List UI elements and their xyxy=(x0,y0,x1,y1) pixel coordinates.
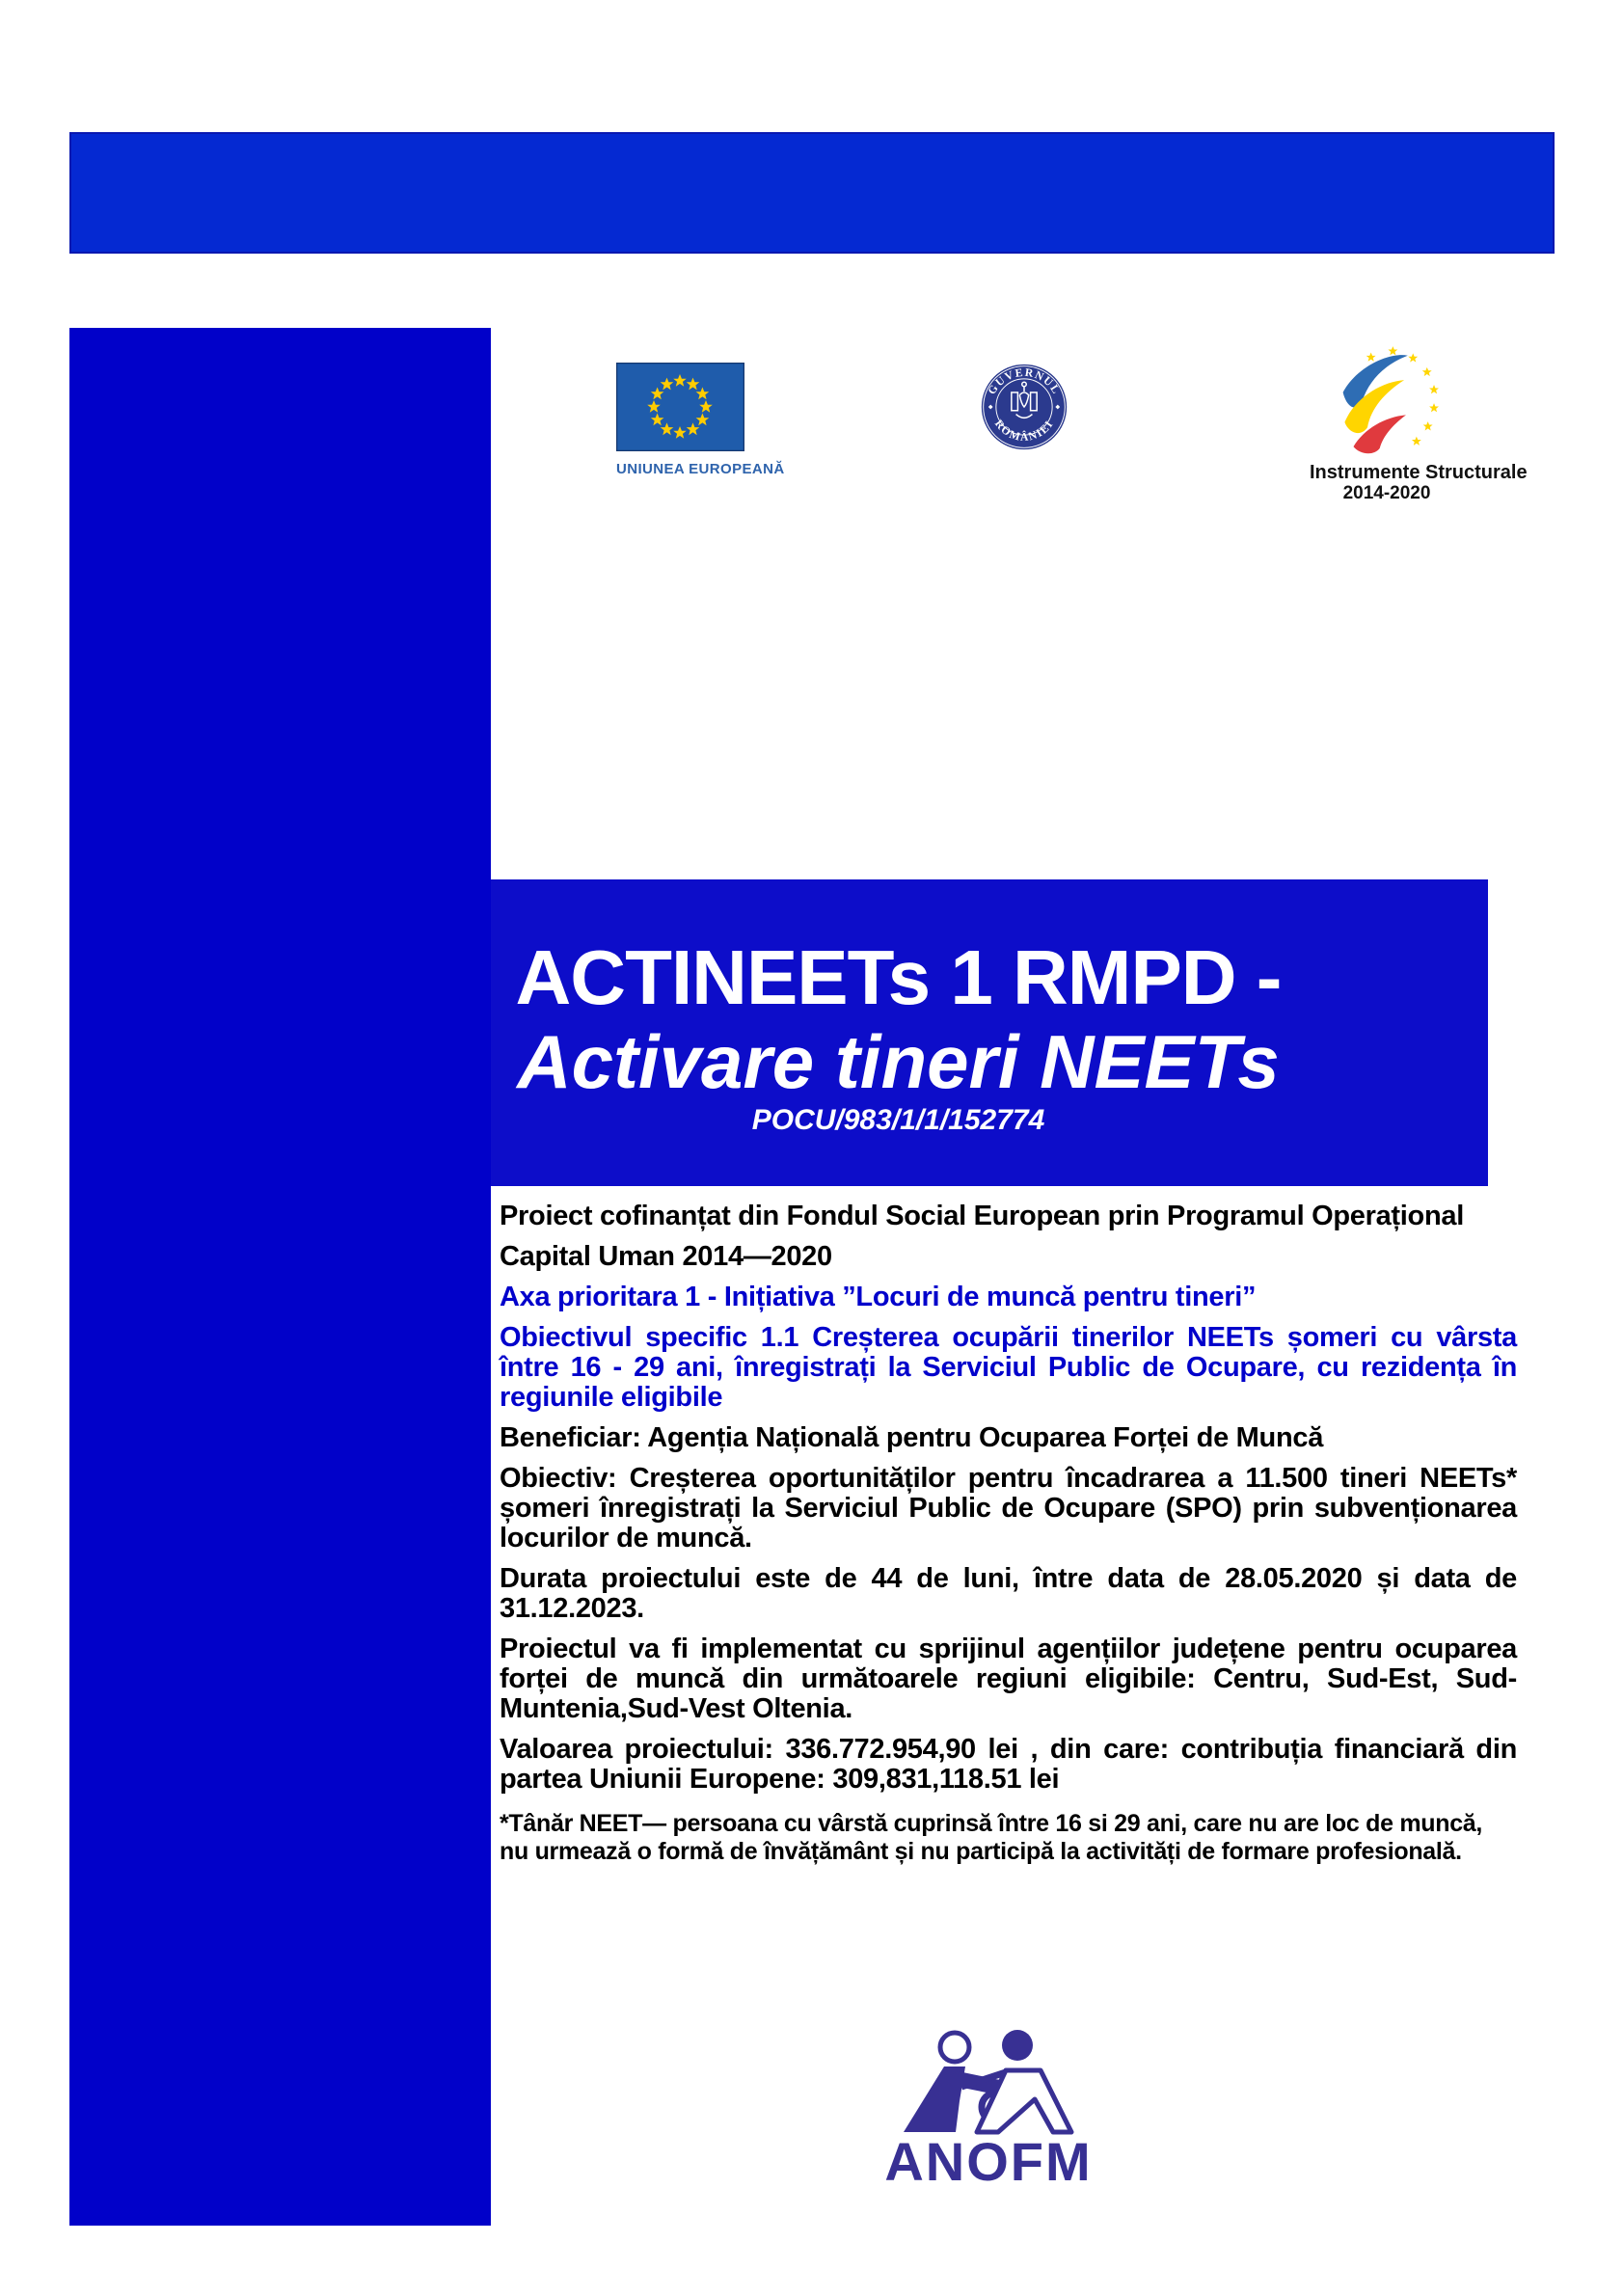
para-axa-prioritara: Axa prioritara 1 - Inițiativa ”Locuri de muncă pentru tineri” xyxy=(500,1282,1257,1312)
project-title-line1: ACTINEETs 1 RMPD - xyxy=(515,934,1282,1020)
project-code: POCU/983/1/1/152774 xyxy=(751,1104,1045,1136)
project-title-box xyxy=(491,879,1488,1186)
footnote-neet-definition: *Tânăr NEET— persoana cu vârstă cuprinsă între 16 si 29 ani, care nu are loc de muncă, nu urmează o formă de învățământ și nu participă la activități de formare profesională. xyxy=(500,1810,1483,1865)
para-beneficiar: Beneficiar: Agenția Națională pentru Ocuparea Forței de Muncă xyxy=(500,1422,1324,1453)
left-blue-band xyxy=(69,328,491,2226)
instrumente-structurale-logo xyxy=(1310,343,1528,503)
eu-logo xyxy=(616,363,785,477)
project-title-line2: Activare tineri NEETs xyxy=(517,1019,1280,1104)
gov-romania-seal xyxy=(979,361,1069,453)
para-obiectiv: Obiectiv: Creșterea oportunităților pentru încadrarea a 11.500 tineri NEETs* șomeri înregistrați la Serviciul Public de Ocupare (SPO) prin subvenționarea locurilor de muncă. xyxy=(500,1463,1517,1553)
instrumente-structurale-icon xyxy=(1310,343,1464,457)
anofm-figures-icon xyxy=(863,2018,1114,2192)
para-implementare: Proiectul va fi implementat cu sprijinul agențiilor județene pentru ocuparea forței de muncă din următoarele regiuni eligibile: Centru, Sud-Est, Sud-Muntenia,Sud-Vest Oltenia. xyxy=(500,1634,1517,1724)
anofm-label: ANOFM xyxy=(884,2131,1093,2192)
para-obiectiv-specific: Obiectivul specific 1.1 Creșterea ocupării tinerilor NEETs șomeri cu vârsta între 16 - 29 ani, înregistrați la Serviciul Public de Ocupare, cu rezidența în regiunile eligibile xyxy=(500,1322,1517,1413)
para-program: Capital Uman 2014—2020 xyxy=(500,1241,832,1272)
anofm-logo xyxy=(863,2018,1114,2192)
top-banner-bar xyxy=(69,132,1555,254)
para-cofinantare: Proiect cofinanțat din Fondul Social European prin Programul Operațional xyxy=(500,1201,1464,1231)
project-description xyxy=(500,1202,1517,1877)
gov-seal-icon xyxy=(979,361,1069,453)
eu-logo-label: UNIUNEA EUROPEANĂ xyxy=(616,461,785,477)
para-durata: Durata proiectului este de 44 de luni, între data de 28.05.2020 și data de 31.12.2023. xyxy=(500,1563,1517,1624)
para-valoare: Valoarea proiectului: 336.772.954,90 lei , din care: contribuția financiară din partea Uniunii Europene: 309,831,118.51 lei xyxy=(500,1734,1517,1795)
instrumente-structurale-label: Instrumente Structurale xyxy=(1310,462,1528,483)
eu-flag-icon xyxy=(616,363,744,451)
project-title-block xyxy=(491,933,1306,1140)
gov-seal-label-bottom: ROMÂNIEI xyxy=(991,417,1057,444)
gov-seal-label-top: GUVERNUL xyxy=(985,365,1064,397)
instrumente-structurale-years: 2014-2020 xyxy=(1342,483,1431,503)
